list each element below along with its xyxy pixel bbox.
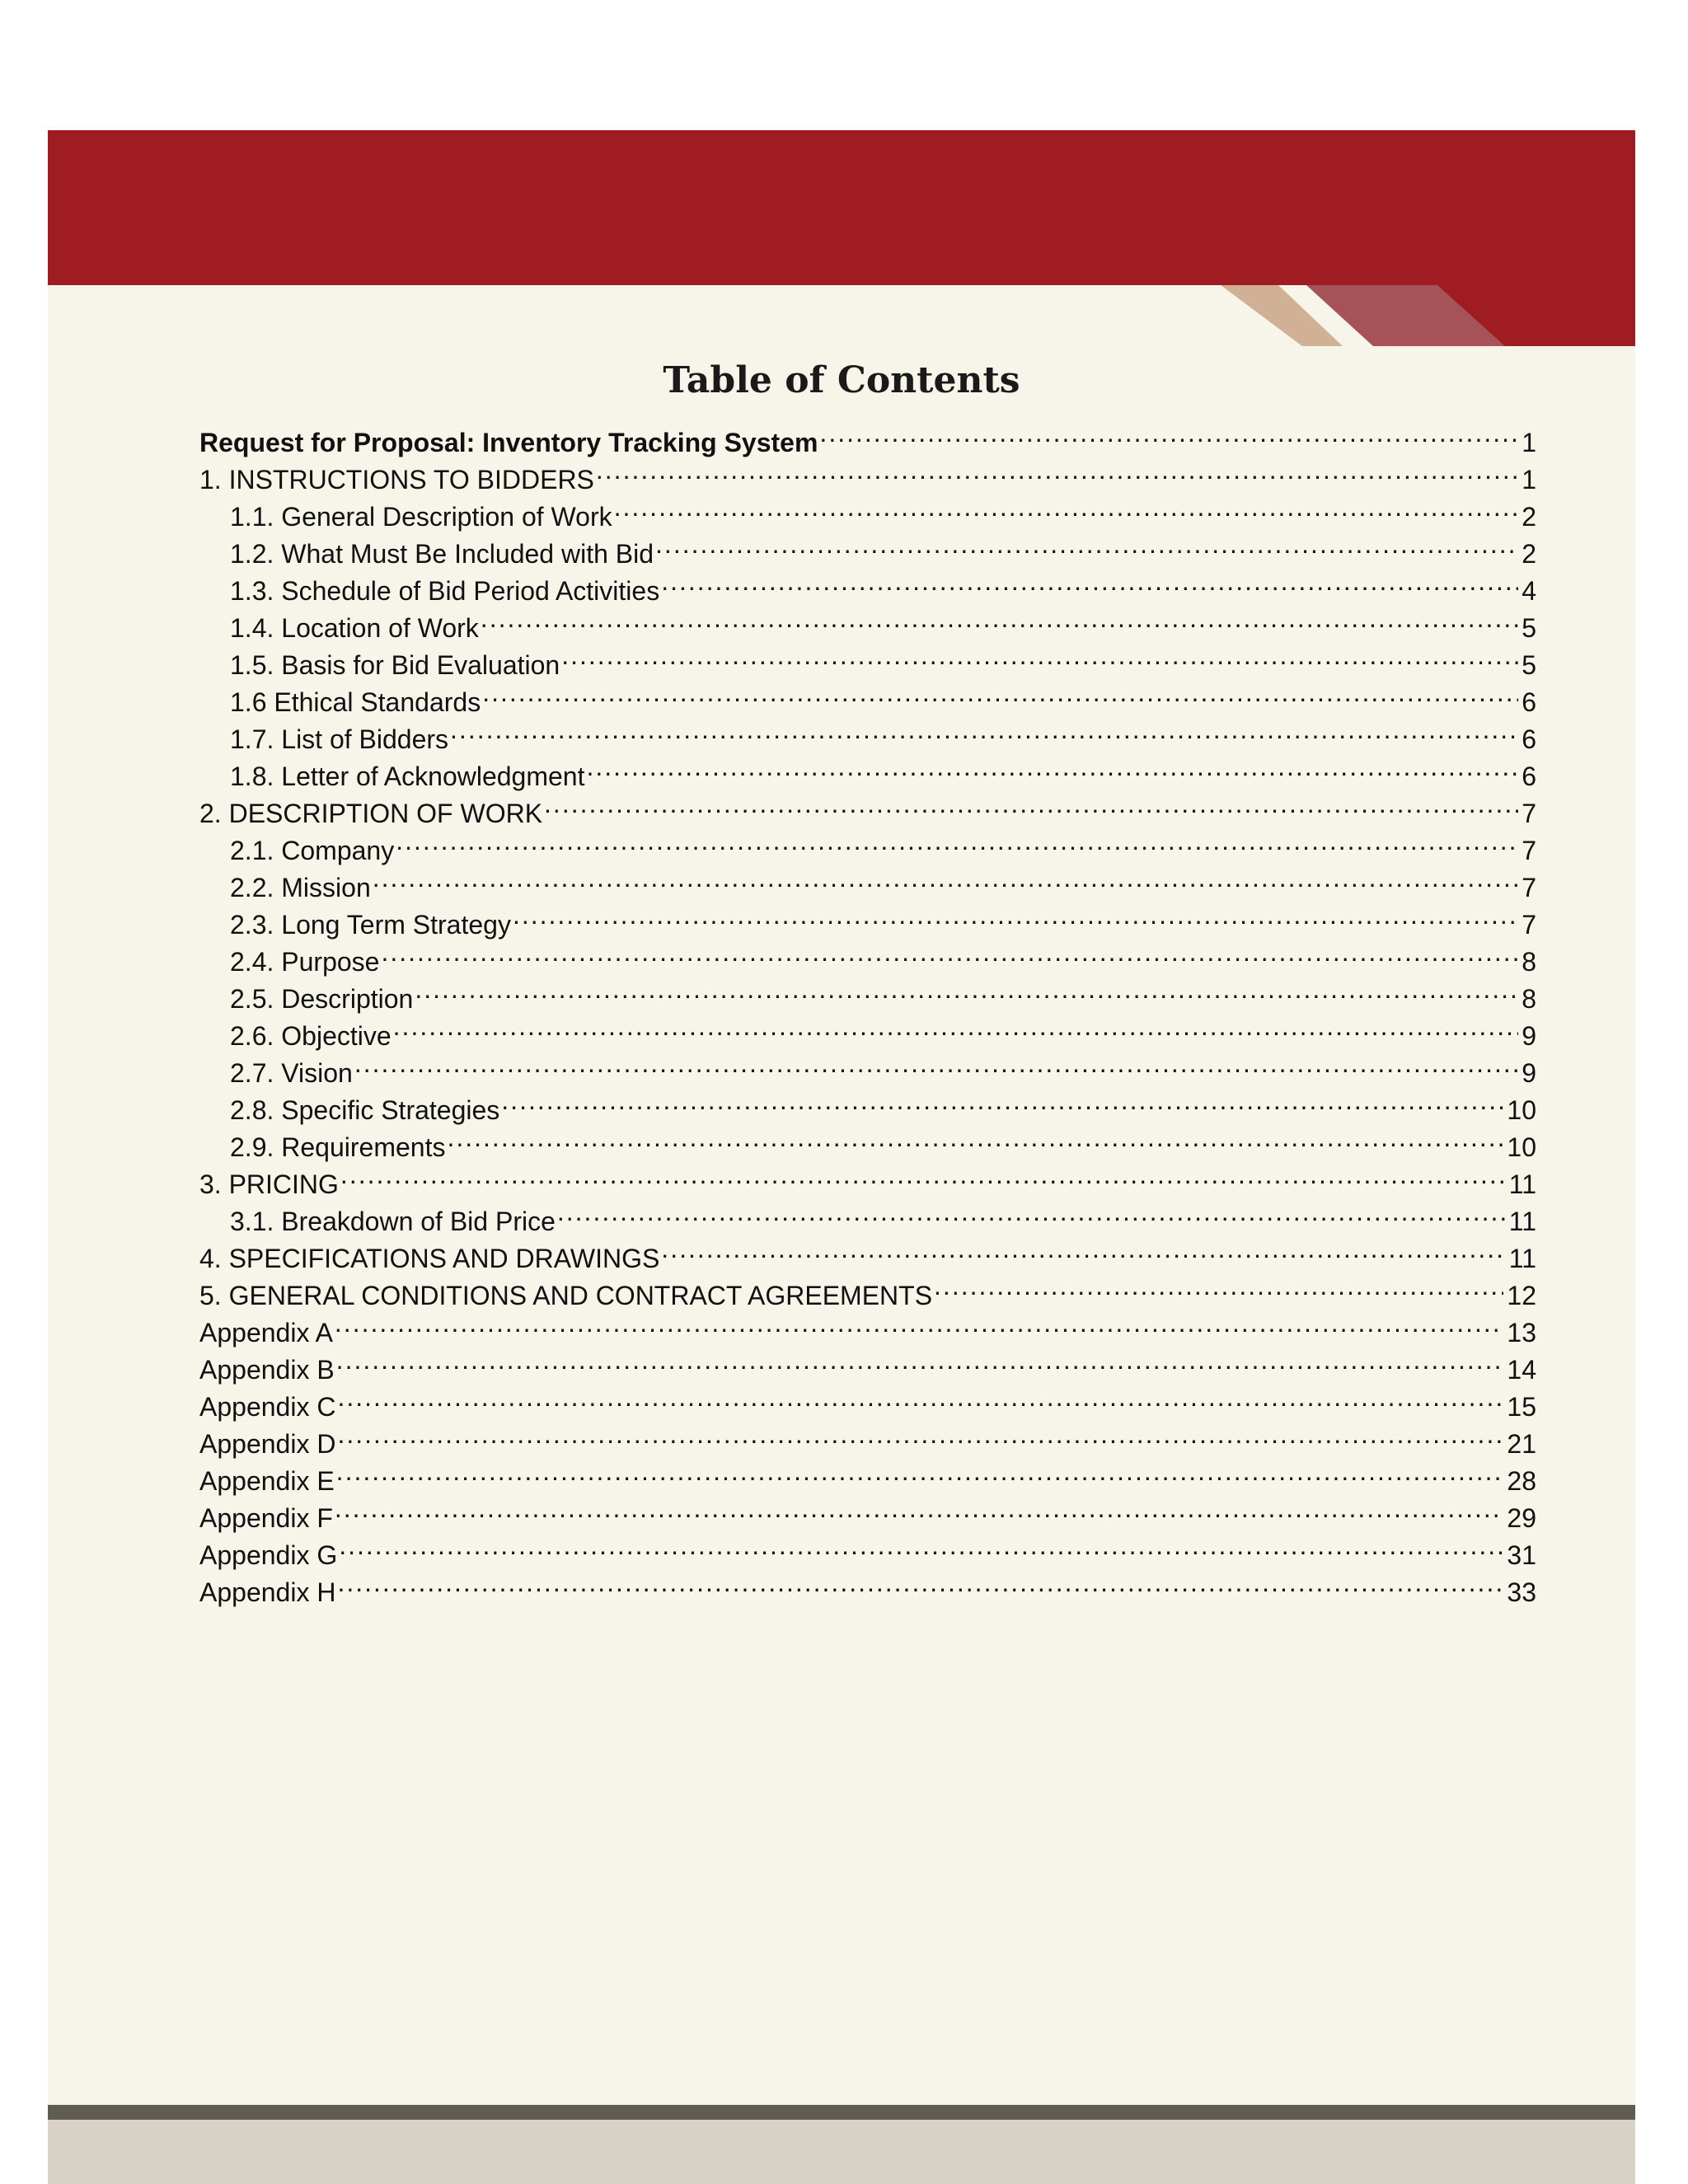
toc-entry[interactable] bbox=[199, 897, 1536, 940]
toc-entry[interactable] bbox=[199, 1527, 1536, 1570]
toc-entry[interactable] bbox=[199, 1156, 1536, 1199]
toc-entry-page: 8 bbox=[1522, 984, 1536, 1014]
toc-entry-text: 1.7. List of Bidders bbox=[230, 724, 449, 754]
toc-entry-page: 10 bbox=[1507, 1095, 1536, 1125]
toc-leader-dots bbox=[354, 1045, 1518, 1082]
toc-leader-dots bbox=[373, 860, 1518, 897]
toc-leader-dots bbox=[337, 1416, 1503, 1453]
toc-entry[interactable] bbox=[199, 1490, 1536, 1533]
toc-entry-page: 9 bbox=[1522, 1021, 1536, 1051]
footer-bar bbox=[48, 2105, 1635, 2120]
toc-leader-dots bbox=[447, 1119, 1503, 1156]
toc-leader-dots bbox=[393, 1008, 1519, 1045]
toc-leader-dots bbox=[336, 1342, 1504, 1379]
toc-entry[interactable] bbox=[199, 1082, 1536, 1125]
toc-entry[interactable] bbox=[199, 934, 1536, 977]
toc-entry-text: 2.5. Description bbox=[230, 984, 414, 1014]
toc-entry[interactable] bbox=[199, 1342, 1536, 1385]
toc-entry-page: 5 bbox=[1522, 613, 1536, 643]
toc-entry-text: 1.5. Basis for Bid Evaluation bbox=[230, 650, 560, 680]
toc-leader-dots bbox=[339, 1527, 1503, 1564]
toc-leader-dots bbox=[661, 563, 1518, 600]
toc-leader-dots bbox=[586, 748, 1518, 785]
toc-entry-page: 1 bbox=[1522, 428, 1536, 457]
toc-entry-page: 29 bbox=[1507, 1503, 1536, 1533]
toc-entry-page: 6 bbox=[1522, 724, 1536, 754]
toc-entry-text: 2.8. Specific Strategies bbox=[230, 1095, 500, 1125]
toc-entry[interactable] bbox=[199, 1453, 1536, 1496]
toc-leader-dots bbox=[396, 823, 1518, 860]
toc-leader-dots bbox=[819, 415, 1518, 452]
toc-leader-dots bbox=[655, 526, 1518, 563]
toc-entry-page: 7 bbox=[1522, 910, 1536, 940]
toc-entry[interactable] bbox=[199, 1564, 1536, 1607]
toc-list bbox=[199, 415, 1536, 1607]
toc-leader-dots bbox=[544, 785, 1518, 823]
toc-entry-page: 2 bbox=[1522, 539, 1536, 569]
footer-band bbox=[48, 2120, 1635, 2184]
toc-leader-dots bbox=[482, 674, 1518, 711]
toc-entry-text: Request for Proposal: Inventory Tracking System bbox=[199, 428, 818, 457]
toc-entry-page: 21 bbox=[1507, 1429, 1536, 1459]
toc-leader-dots bbox=[415, 971, 1518, 1008]
toc-leader-dots bbox=[596, 452, 1518, 489]
toc-entry[interactable] bbox=[199, 860, 1536, 902]
toc-entry-text: 2.7. Vision bbox=[230, 1058, 353, 1088]
toc-entry-page: 10 bbox=[1507, 1132, 1536, 1162]
toc-title: Table of Contents bbox=[663, 359, 1020, 401]
toc-leader-dots bbox=[501, 1082, 1503, 1119]
toc-entry-text: Appendix G bbox=[199, 1540, 338, 1570]
toc-entry-page: 15 bbox=[1507, 1392, 1536, 1422]
toc-leader-dots bbox=[335, 1305, 1504, 1342]
toc-entry-page: 7 bbox=[1522, 873, 1536, 902]
toc-entry[interactable] bbox=[199, 1008, 1536, 1051]
toc-entry[interactable] bbox=[199, 1379, 1536, 1422]
toc-entry-text: 1. INSTRUCTIONS TO BIDDERS bbox=[199, 465, 594, 494]
toc-leader-dots bbox=[557, 1193, 1506, 1230]
toc-entry-text: 2.1. Company bbox=[230, 836, 395, 865]
toc-entry[interactable] bbox=[199, 1305, 1536, 1347]
toc-entry-page: 6 bbox=[1522, 762, 1536, 791]
document-page bbox=[48, 130, 1635, 2184]
toc-entry-text: 2. DESCRIPTION OF WORK bbox=[199, 799, 543, 828]
toc-entry-page: 12 bbox=[1507, 1281, 1536, 1310]
toc-leader-dots bbox=[337, 1564, 1503, 1601]
toc-leader-dots bbox=[450, 711, 1518, 748]
toc-entry-page: 7 bbox=[1522, 799, 1536, 828]
toc-entry-page: 4 bbox=[1522, 576, 1536, 606]
toc-entry-text: 2.2. Mission bbox=[230, 873, 371, 902]
toc-leader-dots bbox=[336, 1453, 1504, 1490]
toc-leader-dots bbox=[381, 934, 1518, 971]
toc-entry-page: 31 bbox=[1507, 1540, 1536, 1570]
toc-entry-text: 1.2. What Must Be Included with Bid bbox=[230, 539, 654, 569]
toc-entry[interactable] bbox=[199, 415, 1536, 457]
toc-leader-dots bbox=[335, 1490, 1504, 1527]
toc-entry-page: 6 bbox=[1522, 687, 1536, 717]
toc-entry-text: 2.4. Purpose bbox=[230, 947, 380, 977]
toc-entry[interactable] bbox=[199, 1045, 1536, 1088]
toc-leader-dots bbox=[934, 1268, 1503, 1305]
toc-entry-text: 4. SPECIFICATIONS AND DRAWINGS bbox=[199, 1244, 660, 1273]
toc-entry-page: 11 bbox=[1508, 1244, 1536, 1273]
toc-leader-dots bbox=[340, 1156, 1506, 1193]
header-decoration bbox=[48, 130, 1635, 353]
toc-entry-page: 13 bbox=[1507, 1318, 1536, 1347]
toc-entry-text: Appendix C bbox=[199, 1392, 336, 1422]
toc-entry-page: 28 bbox=[1507, 1466, 1536, 1496]
toc-entry-text: 2.9. Requirements bbox=[230, 1132, 446, 1162]
toc-entry-page: 11 bbox=[1508, 1207, 1536, 1236]
toc-leader-dots bbox=[614, 489, 1519, 526]
toc-entry-text: 5. GENERAL CONDITIONS AND CONTRACT AGREEMENTS bbox=[199, 1281, 933, 1310]
toc-entry-page: 8 bbox=[1522, 947, 1536, 977]
toc-entry-page: 14 bbox=[1507, 1355, 1536, 1385]
toc-entry-text: 1.6 Ethical Standards bbox=[230, 687, 481, 717]
toc-leader-dots bbox=[561, 637, 1518, 674]
toc-entry[interactable] bbox=[199, 1416, 1536, 1459]
toc-entry-text: Appendix B bbox=[199, 1355, 335, 1385]
toc-leader-dots bbox=[481, 600, 1518, 637]
toc-leader-dots bbox=[661, 1230, 1505, 1268]
toc-entry-text: Appendix A bbox=[199, 1318, 333, 1347]
toc-entry-text: 3.1. Breakdown of Bid Price bbox=[230, 1207, 556, 1236]
toc-entry-page: 2 bbox=[1522, 502, 1536, 532]
toc-entry-text: 2.3. Long Term Strategy bbox=[230, 910, 511, 940]
toc-entry-text: 1.1. General Description of Work bbox=[230, 502, 612, 532]
toc-entry-page: 1 bbox=[1522, 465, 1536, 494]
toc-entry[interactable] bbox=[199, 1193, 1536, 1236]
toc-entry-text: 2.6. Objective bbox=[230, 1021, 392, 1051]
toc-leader-dots bbox=[337, 1379, 1503, 1416]
toc-entry-text: 1.4. Location of Work bbox=[230, 613, 479, 643]
toc-entry[interactable] bbox=[199, 971, 1536, 1014]
toc-entry-page: 33 bbox=[1507, 1577, 1536, 1607]
toc-entry-text: Appendix D bbox=[199, 1429, 336, 1459]
toc-entry-text: 1.8. Letter of Acknowledgment bbox=[230, 762, 585, 791]
toc-entry-text: 3. PRICING bbox=[199, 1169, 339, 1199]
toc-entry[interactable] bbox=[199, 823, 1536, 865]
toc-entry-page: 5 bbox=[1522, 650, 1536, 680]
toc-leader-dots bbox=[513, 897, 1518, 934]
toc-entry-page: 11 bbox=[1508, 1169, 1536, 1199]
toc-entry-text: Appendix E bbox=[199, 1466, 335, 1496]
toc-entry-page: 7 bbox=[1522, 836, 1536, 865]
toc-entry-text: 1.3. Schedule of Bid Period Activities bbox=[230, 576, 660, 606]
toc-entry-text: Appendix H bbox=[199, 1577, 336, 1607]
toc-entry-page: 9 bbox=[1522, 1058, 1536, 1088]
toc-entry-text: Appendix F bbox=[199, 1503, 333, 1533]
